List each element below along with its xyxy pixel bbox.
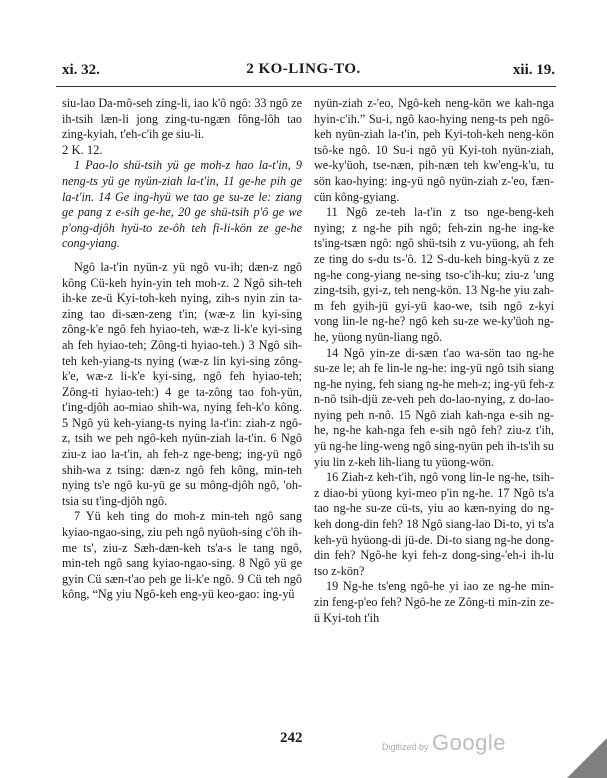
page-number: 242 — [280, 730, 303, 746]
paragraph: Ngô la-t'in nyün-z yü ngô vu-ih; dæn-z ngô kông Cü-keh hyin-yin teh moh-z. 2 Ngô sih-teh ih-ke ze-ü Kyi-toh-keh nying, zih-s nyin zin ta-zing tao di-sæn-zeng t'in; (wæ-z lin kyi-sing zông-k'e ngô feh hyiao-teh, wæ-z li-k'e kyi-sing ah feh hyiao-teh; Zông-ti hyiao-teh.) 3 Ngô sih-teh keh-yiang-ts nying (wæ-z lin kyi-sing zông-k'e, wæ-z li-k'e kyi-sing, ngô feh hyiao-teh; Zông-ti hyiao-teh:) 4 ge ta-zông tao foh-yün, t'ing-djôh ao-miao shih-wa, nying feh-k'o kông. 5 Ngô yü keh-yiang-ts nying la-t'in: ziah-z ngô-z, tsih we peh ngô-keh nyün-ziah la-t'in. 6 Ngô ziu-z iao la-t'in, ah feh-z nge-beng; ing-yü ngô shih-wa z tsing: dæn-z ngô feh kông, min-teh nying ts'e ngô ku-yü ge su mông-djôh ngô, 'oh-tsia su t'ing-djôh ngô. — [62, 259, 302, 508]
right-column — [314, 96, 554, 626]
left-column — [62, 96, 302, 603]
page-footer — [0, 720, 607, 778]
chapter-heading: 2 K. 12. — [62, 142, 103, 157]
paragraph: siu-lao Da-mô-seh zing-li, iao k'ô ngô: 33 ngô ze ih-tsih læn-li jong zing-tu-ngæn fông-lôh tao zing-kyiah, t'eh-c'ih ge siu-li. — [62, 96, 302, 142]
header-left-reference: xi. 32. — [62, 62, 100, 78]
paragraph: 14 Ngô yin-ze di-sæn t'ao wa-sön tao ng-he su-ze le; ah fe lin-le ng-he: ing-yü ngô tsih siang ng-he nying, feh siang ng-he meh-z; ing-yü feh-z n-nô tsih-djü ze-veh peh do-lao-nying, z do-lao-nying peh n-nô. 15 Ngô ziah kah-nga e-sih ng-he, ng-he kah-nga feh e-sih ngô feh? ziu-z t'ih, yü ng-he ling-weng ngô sing-nyün peh ih-ts'ih su yiu lin z-keh lih-liang tu yüong-wön. — [314, 345, 554, 469]
paragraph: 19 Ng-he ts'eng ngô-he yi iao ze ng-he min-zin feng-p'eo feh? Ngô-he ze Zông-ti min-zin ze-ü Kyi-toh t'ih — [314, 579, 554, 625]
page-corner-fold — [567, 738, 607, 778]
google-logo: Google — [432, 730, 506, 755]
header-rule — [56, 86, 556, 87]
header-title: 2 KO-LING-TO. — [246, 61, 361, 77]
chapter-summary: 1 Pao-lo shü-tsih yü ge moh-z hao la-t'in, 9 neng-ts yü ge nyün-ziah la-t'in, 11 ge-he pih ge la-t'in. 14 Ge ing-hyü we tao ge su-ze le: ziang ge pang z e-sih ge-he, 20 ge shü-tsih p'ô ge we p'ong-djôh hyü-to ze-ôh teh fi-li-kön ze ge-he cong-yiang. — [62, 158, 302, 251]
header-right-reference: xii. 19. — [512, 62, 555, 78]
paragraph: nyün-ziah z-'eo, Ngô-keh neng-kön we kah-nga hyin-c'ih.” Su-i, ngô kao-hying neng-ts peh ngô-keh nyün-ziah la-t'in, peh Kyi-toh-keh neng-kön tsô-ke ngô. 10 Su-i ngô yü Kyi-toh nyün-ziah, we-ky'üoh, tse-næn, pih-næn teh kw'eng-k'u, tu sön kao-hying: ing-yü ngô nyün-ziah z-'eo, fæn-cün kông-gyiang. — [314, 96, 554, 204]
paragraph: 16 Ziah-z keh-t'ih, ngô vong lin-le ng-he, tsih-z diao-bi yüong kyi-meo p'in ng-he. 17 Ngô ts'a tao ng-he su-ze cü-ts, yiu ao kæn-nying do ng-keh dong-din feh? 18 Ngô siang-lao Di-to, yi ts'a keh-yü hyüong-di jü-de. Di-to siang ng-he dong-din feh? Ngô-he kyi feh-z dong-sing-'eh-i ih-lu tso z-kön? — [314, 470, 554, 578]
running-header — [0, 60, 607, 84]
paragraph: 7 Yü keh ting do moh-z min-teh ngô sang kyiao-ngao-sing, ziu peh ngô nyüoh-sing c'ôh ih-me ts', ziu-z Sæh-dæn-keh ts'a-s le tang ngô, min-teh ngô sang kyiao-ngao-sing. 8 Ngô yü ge gyin Cü sæn-t'ao peh ge li-k'e ngô. 9 Cü teh ngô kông, “Ng yiu Ngô-keh eng-yü keo-gao: ing-yü — [62, 509, 302, 602]
digitized-by-text: Digitized by — [382, 742, 429, 752]
paragraph: 11 Ngô ze-teh la-t'in z tso nge-beng-keh nying; z ng-he pih ngô; feh-zin ng-he ing-ke ts'ing-tsæn ngô: ngô shü-tsih z vu-yüong, ah feh ze ting do s-du ts-'ô. 12 S-du-keh bing-kyü z ze ng-he cong-yiang ne-sing tso-c'ih-ku; ziu-z 'ung zing-tsih, gyi-z, teh neng-kön. 13 Ng-he yiu zah-m feh gyih-jü gyi-yü kao-we, tsih ngô z-kyi vong lin-le ng-he? ngô keh su-ze we-ky'üoh ng-he, yüong nyün-liang ngô. — [314, 205, 554, 344]
